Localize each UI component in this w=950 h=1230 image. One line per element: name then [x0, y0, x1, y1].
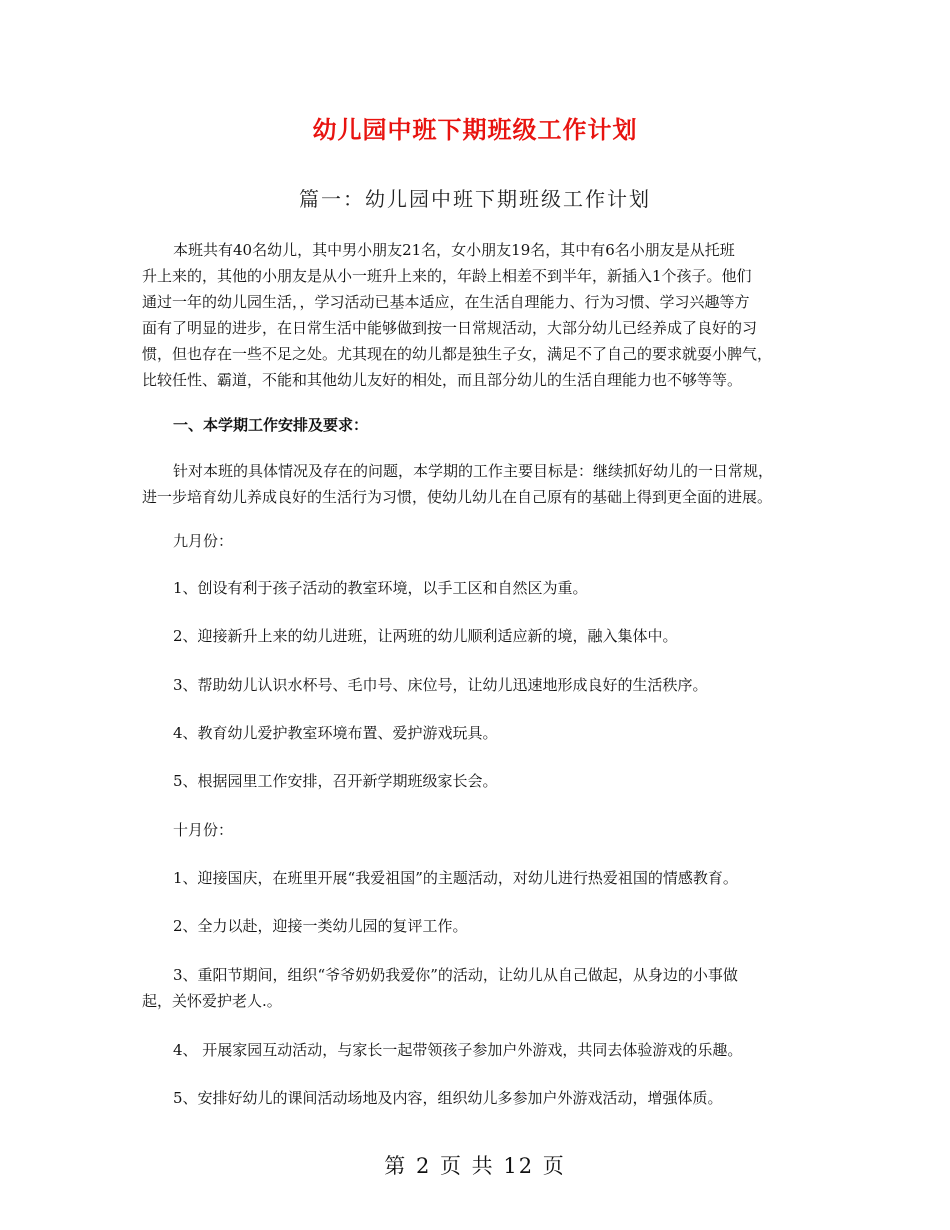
section-line: 针对本班的具体情况及存在的问题，本学期的工作主要目标是：继续抓好幼儿的一日常规，	[173, 462, 774, 480]
section-paragraph	[142, 458, 822, 510]
page-number-footer: 第 2 页 共 12 页	[384, 1154, 566, 1178]
intro-line: 通过一年的幼儿园生活，，学习活动已基本适应，在生活自理能力、行为习惯、学习兴趣等方	[142, 293, 750, 311]
list-item: 4、 开展家园互动活动，与家长一起带领孩子参加户外游戏，共同去体验游戏的乐趣。	[173, 1041, 743, 1059]
list-item: 5、根据园里工作安排，召开新学期班级家长会。	[173, 772, 498, 790]
list-item: 2、迎接新升上来的幼儿进班，让两班的幼儿顺利适应新的境，融入集体中。	[173, 627, 678, 645]
list-item: 2、全力以赴，迎接一类幼儿园的复评工作。	[173, 917, 468, 935]
intro-paragraph	[142, 237, 822, 393]
intro-line: 面有了明显的进步，在日常生活中能够做到按一日常规活动，大部分幼儿已经养成了良好的习	[142, 319, 758, 337]
section-heading: 一、本学期工作安排及要求：	[173, 416, 369, 434]
intro-line: 惯，但也存在一些不足之处。尤其现在的幼儿都是独生子女，满足不了自己的要求就耍小脾气，	[142, 345, 773, 363]
list-item: 5、安排好幼儿的课间活动场地及内容，组织幼儿多参加户外游戏活动，增强体质。	[173, 1089, 723, 1107]
list-item: 1、迎接国庆，在班里开展“我爱祖国”的主题活动，对幼儿进行热爱祖国的情感教育。	[173, 869, 738, 887]
document-subtitle: 篇一：幼儿园中班下期班级工作计划	[299, 187, 651, 211]
intro-line: 升上来的，其他的小朋友是从小一班升上来的，年龄上相差不到半年，新插入1个孩子。他们	[142, 267, 752, 285]
intro-line: 比较任性、霸道，不能和其他幼儿友好的相处，而且部分幼儿的生活自理能力也不够等等。	[142, 371, 743, 389]
september-label: 九月份：	[173, 532, 234, 550]
list-item: 4、教育幼儿爱护教室环境布置、爱护游戏玩具。	[173, 724, 498, 742]
october-label: 十月份：	[173, 821, 234, 839]
list-item: 3、重阳节期间，组织“爷爷奶奶我爱你”的活动，让幼儿从自己做起，从身边的小事做 起，关怀爱护老人.。	[142, 966, 738, 1010]
list-item: 3、帮助幼儿认识水杯号、毛巾号、床位号，让幼儿迅速地形成良好的生活秩序。	[173, 676, 708, 694]
section-line: 进一步培育幼儿养成良好的生活行为习惯，使幼儿幼儿在自己原有的基础上得到更全面的进展。	[142, 488, 773, 506]
document-title: 幼儿园中班下期班级工作计划	[312, 115, 638, 144]
intro-line: 本班共有40名幼儿，其中男小朋友21名，女小朋友19名，其中有6名小朋友是从托班	[173, 241, 735, 259]
list-item: 1、创设有利于孩子活动的教室环境，以手工区和自然区为重。	[173, 579, 588, 597]
